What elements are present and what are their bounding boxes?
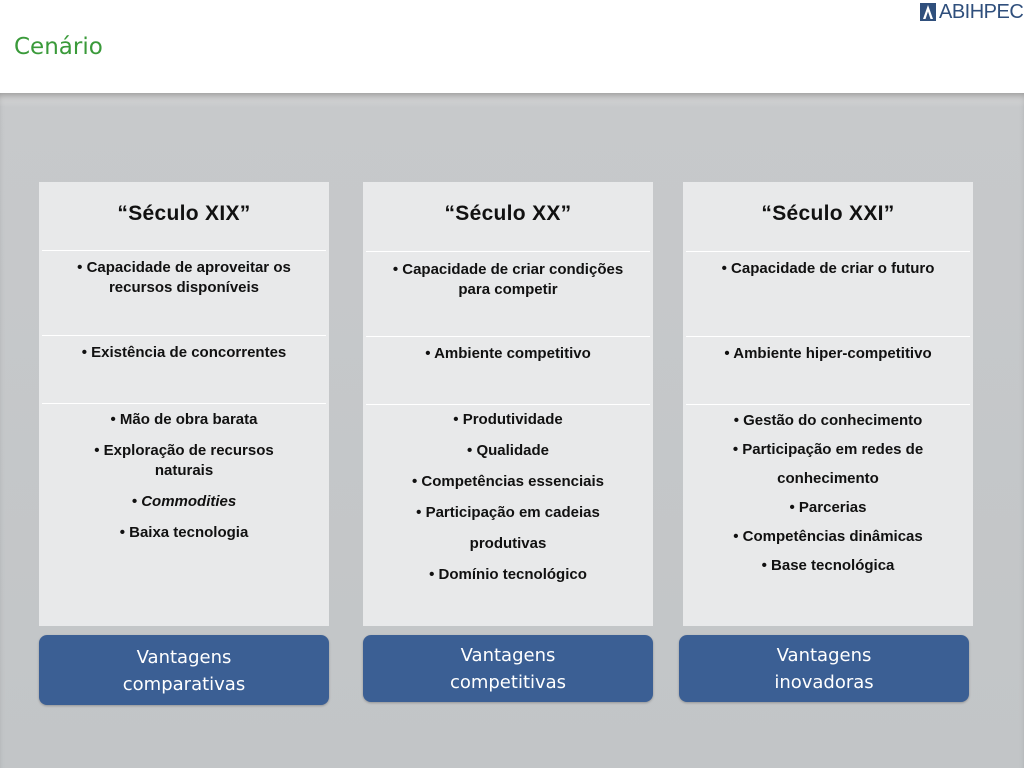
environment-text: • Existência de concorrentes bbox=[81, 344, 287, 361]
list-item: • Produtividade bbox=[453, 411, 563, 428]
column-header bbox=[683, 182, 973, 250]
column-header bbox=[363, 182, 653, 250]
abihpec-logo bbox=[920, 2, 1023, 22]
capability-text: • Capacidade de criar o futuro bbox=[721, 260, 935, 277]
list-item: • Participação em redes de conhecimento bbox=[732, 441, 924, 487]
list-item: • Parcerias bbox=[789, 499, 867, 516]
environment-text: • Ambiente competitivo bbox=[425, 345, 591, 362]
divider bbox=[42, 335, 326, 336]
abihpec-logo-icon bbox=[920, 3, 936, 21]
factors-list bbox=[689, 406, 967, 580]
environment-row bbox=[689, 344, 967, 375]
environment-row bbox=[45, 343, 323, 374]
column-seculo-xx bbox=[363, 182, 653, 626]
divider bbox=[42, 250, 326, 251]
button-line: Vantagens bbox=[460, 645, 556, 666]
factors-list bbox=[369, 404, 647, 590]
divider bbox=[366, 251, 650, 252]
list-item: • Base tecnológica bbox=[761, 557, 895, 574]
factors-list bbox=[45, 410, 323, 554]
column-seculo-xxi bbox=[683, 182, 973, 626]
vantagens-competitivas-button[interactable] bbox=[363, 635, 653, 702]
vantagens-inovadoras-button[interactable] bbox=[679, 635, 969, 702]
column-title: “Século XXI” bbox=[761, 202, 895, 225]
commodities-text: • Commodities bbox=[131, 493, 237, 510]
list-item: • Competências essenciais bbox=[411, 473, 604, 490]
list-item: • Baixa tecnologia bbox=[119, 524, 249, 541]
capability-text: • Capacidade de aproveitar os recursos disponíveis bbox=[77, 259, 291, 296]
button-line: competitivas bbox=[449, 672, 567, 693]
divider bbox=[686, 404, 970, 405]
list-item: • Competências dinâmicas bbox=[733, 528, 923, 545]
column-header bbox=[39, 182, 329, 250]
button-line: inovadoras bbox=[774, 672, 874, 693]
column-seculo-xix bbox=[39, 182, 329, 626]
column-title: “Século XX” bbox=[444, 202, 572, 225]
button-line: Vantagens bbox=[776, 645, 872, 666]
list-item: • Qualidade bbox=[467, 442, 549, 459]
vantagens-comparativas-button[interactable] bbox=[39, 635, 329, 705]
capability-row bbox=[45, 258, 323, 309]
divider bbox=[686, 251, 970, 252]
list-item: • Exploração de recursos naturais bbox=[94, 442, 274, 479]
button-line: comparativas bbox=[122, 674, 246, 695]
divider bbox=[366, 336, 650, 337]
list-item bbox=[45, 492, 323, 512]
divider bbox=[42, 403, 326, 404]
list-item: • Gestão do conhecimento bbox=[733, 412, 923, 429]
divider bbox=[686, 336, 970, 337]
environment-text: • Ambiente hiper-competitivo bbox=[724, 345, 932, 362]
capability-row bbox=[369, 260, 647, 311]
environment-row bbox=[369, 344, 647, 375]
column-title: “Século XIX” bbox=[117, 202, 251, 225]
list-item: • Domínio tecnológico bbox=[429, 566, 587, 583]
button-line: Vantagens bbox=[136, 647, 232, 668]
capability-row bbox=[689, 259, 967, 290]
capability-text: • Capacidade de criar condições para competir bbox=[392, 261, 624, 298]
list-item: • Mão de obra barata bbox=[110, 411, 258, 428]
list-item: • Participação em cadeias produtivas bbox=[416, 504, 600, 552]
page-title: Cenário bbox=[14, 34, 103, 60]
logo-text: ABIHPEC bbox=[939, 1, 1024, 23]
